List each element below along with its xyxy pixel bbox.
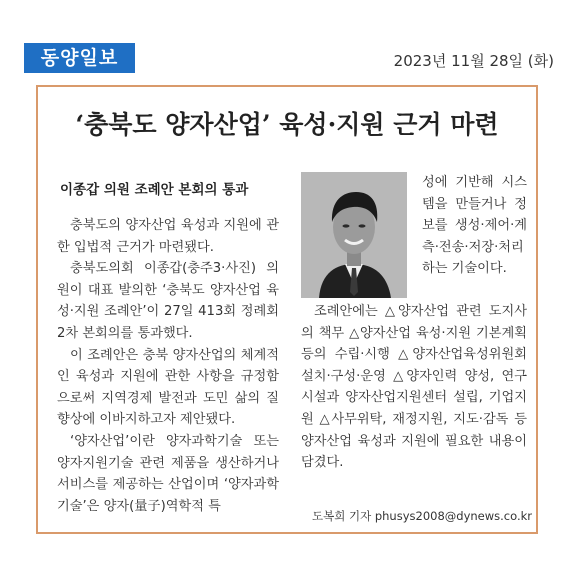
paragraph: 충북도의회 이종갑(충주3·사진) 의원이 대표 발의한 ‘충북도 양자산업 육성·지원 조례안’이 27일 413회 정례회 2차 본회의를 통과했다. bbox=[57, 261, 279, 341]
right-column-top bbox=[422, 172, 527, 280]
publication-date: 2023년 11월 28일 (화) bbox=[393, 52, 554, 70]
subheadline: 이종갑 의원 조례안 본회의 통과 bbox=[60, 182, 249, 198]
paragraph: ‘양자산업’이란 양자과학기술 또는 양자지원기술 관련 제품을 생산하거나 서비스를 제공하는 산업이며 ‘양자과학기술’은 양자(量子)역학적 특 bbox=[57, 433, 279, 514]
portrait-photo bbox=[301, 172, 407, 298]
right-column-bottom bbox=[301, 301, 527, 474]
left-column bbox=[57, 215, 279, 517]
person-portrait-image bbox=[301, 172, 407, 298]
paragraph: 성에 기반해 시스템을 만들거나 정보를 생성·제어·계측·전송·저장·처리하는 기술이다. bbox=[422, 175, 527, 277]
newspaper-logo: 동양일보 bbox=[24, 43, 135, 73]
paragraph: 이 조례안은 충북 양자산업의 체계적인 육성과 지원에 관한 사항을 규정함으로써 지역경제 발전과 도민 삶의 질 향상에 이바지하고자 제안됐다. bbox=[57, 347, 279, 428]
headline: ‘충북도 양자산업’ 육성·지원 근거 마련 bbox=[75, 110, 499, 139]
paragraph: 충북도의 양자산업 육성과 지원에 관한 입법적 근거가 마련됐다. bbox=[57, 218, 279, 255]
byline: 도복희 기자 phusys2008@dynews.co.kr bbox=[311, 509, 532, 523]
paragraph: 조례안에는 △양자산업 관련 도지사의 책무 △양자산업 육성·지원 기본계획 등의 수립·시행 △양자산업육성위원회 설치·구성·운영 △양자인력 양성, 연구시설과 양자산업지원센터 설립, 기업지원 △사무위탁, 재정지원, 지도·감독 등 양자산업 육성과 지원에 필요한 내용이 담겼다. bbox=[301, 304, 527, 471]
